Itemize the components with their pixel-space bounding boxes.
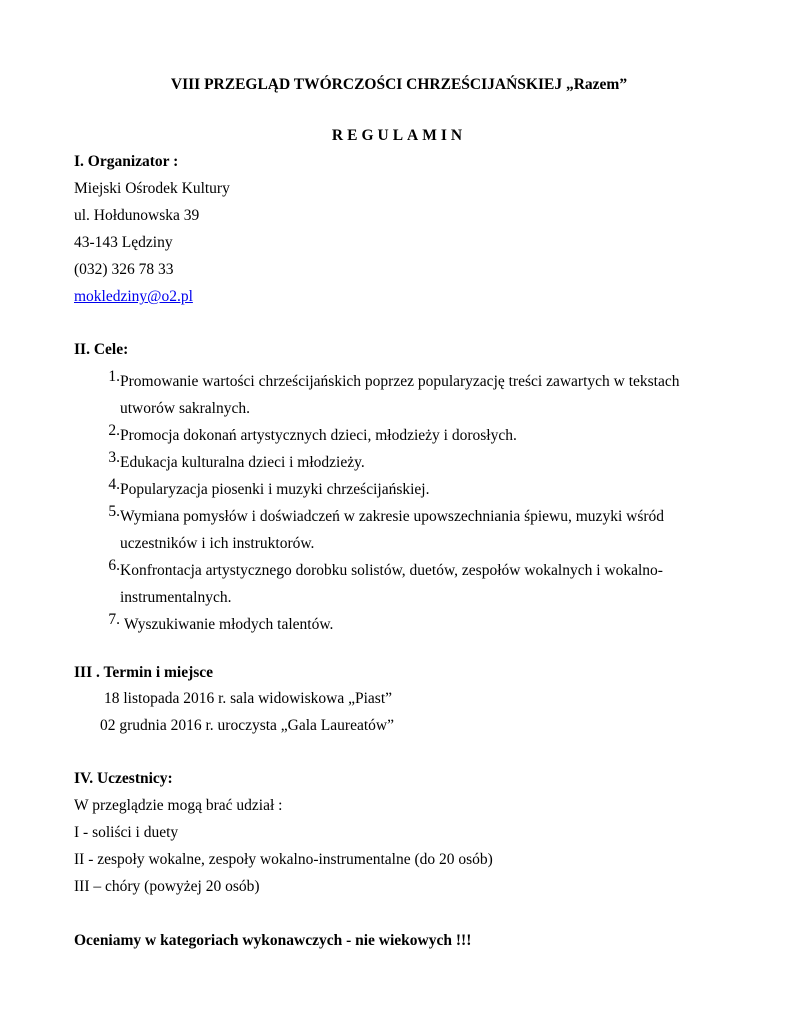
goal-number: 5. [108, 503, 120, 520]
goal-text-line2: utworów sakralnych. [120, 400, 250, 417]
goal-text-line1: Promowanie wartości chrześcijańskich poprzez popularyzację treści zawartych w tekstach [120, 373, 680, 390]
goal-number: 7. [108, 611, 120, 628]
goal-number: 6. [108, 557, 120, 574]
participants-category-3: III – chóry (powyżej 20 osób) [74, 878, 260, 895]
organizer-name: Miejski Ośrodek Kultury [74, 180, 230, 197]
goal-text: Edukacja kulturalna dzieci i młodzieży. [120, 454, 365, 471]
organizer-heading: I. Organizator : [74, 153, 179, 170]
participants-category-2: II - zespoły wokalne, zespoły wokalno-instrumentalne (do 20 osób) [74, 851, 493, 868]
goal-text-line1: Wymiana pomysłów i doświadczeń w zakresie upowszechniania śpiewu, muzyki wśród [120, 508, 665, 525]
goal-number: 3. [108, 449, 120, 466]
schedule-line-2: 02 grudnia 2016 r. uroczysta „Gala Laureatów” [100, 717, 394, 734]
goal-text-line2: instrumentalnych. [120, 589, 232, 606]
participants-category-1: I - soliści i duety [74, 824, 179, 841]
evaluation-note: Oceniamy w kategoriach wykonawczych - nie wiekowych !!! [74, 932, 472, 949]
goal-text [120, 368, 700, 422]
organizer-email-link[interactable]: mokledziny@o2.pl [74, 288, 193, 305]
goal-text [120, 557, 700, 611]
document-subtitle: REGULAMIN [331, 127, 467, 144]
goals-heading: II. Cele: [74, 341, 129, 358]
goal-text-line2: uczestników i ich instruktorów. [120, 535, 315, 552]
organizer-phone: (032) 326 78 33 [74, 261, 174, 278]
goal-text: Wyszukiwanie młodych talentów. [124, 616, 334, 633]
goal-number: 4. [108, 476, 120, 493]
schedule-line-1: 18 listopada 2016 r. sala widowiskowa „Piast” [104, 690, 392, 707]
document-title: VIII PRZEGLĄD TWÓRCZOŚCI CHRZEŚCIJAŃSKIEJ „Razem” [170, 76, 628, 93]
organizer-city: 43-143 Lędziny [74, 234, 173, 251]
participants-heading: IV. Uczestnicy: [74, 770, 173, 787]
organizer-street: ul. Hołdunowska 39 [74, 207, 200, 224]
participants-intro: W przeglądzie mogą brać udział : [74, 797, 283, 814]
document-page [74, 0, 724, 1024]
goal-number: 2. [108, 422, 120, 439]
schedule-heading: III . Termin i miejsce [74, 664, 214, 681]
goal-text-line1: Konfrontacja artystycznego dorobku solistów, duetów, zespołów wokalnych i wokalno- [120, 562, 663, 579]
goal-number: 1. [108, 368, 120, 385]
goal-text: Popularyzacja piosenki i muzyki chrześcijańskiej. [120, 481, 430, 498]
goal-text: Promocja dokonań artystycznych dzieci, młodzieży i dorosłych. [120, 427, 517, 444]
goal-text [120, 503, 700, 557]
